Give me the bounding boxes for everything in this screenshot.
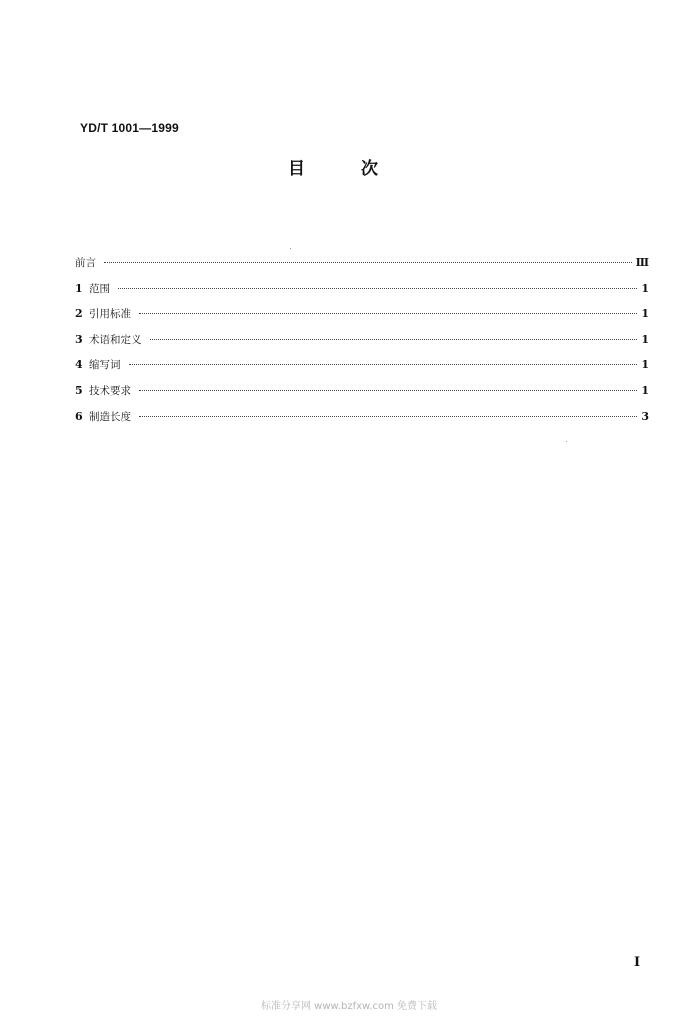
dot-leader [139, 313, 637, 314]
toc-entry-terms-definitions[interactable] [75, 332, 649, 358]
dot-leader [139, 416, 637, 417]
toc-entry-scope[interactable] [75, 281, 649, 307]
toc-entry-label: 缩写词 [89, 359, 121, 372]
scan-speck [566, 441, 567, 442]
toc-entry-label: 引用标准 [89, 308, 131, 321]
toc-entry-number: 1 [75, 281, 83, 295]
toc-entry-abbreviations[interactable] [75, 357, 649, 383]
toc-entry-page: 3 [641, 409, 649, 423]
dot-leader [104, 262, 632, 263]
toc-entry-manufacturing-length[interactable] [75, 409, 649, 435]
scan-speck [290, 248, 291, 249]
toc-entry-label: 术语和定义 [89, 333, 142, 346]
toc-entry-page: 1 [641, 307, 649, 321]
toc-entry-label: 技术要求 [89, 384, 131, 397]
toc-entry-number: 6 [75, 409, 83, 423]
toc-entry-number: 4 [75, 358, 83, 372]
toc-entry-page: 1 [641, 332, 649, 346]
toc-entry-label: 制造长度 [89, 410, 131, 423]
page-title: 目次 [288, 159, 434, 179]
dot-leader [150, 339, 638, 340]
toc-entry-page: 1 [641, 383, 649, 397]
toc-entry-number: 3 [75, 332, 83, 346]
toc-entry-page: 1 [641, 358, 649, 372]
toc-entry-number: 2 [75, 307, 83, 321]
watermark-text: 标准分享网 www.bzfxw.com 免费下载 [261, 1001, 437, 1012]
toc-entry-label: 前言 [75, 257, 96, 269]
toc-entry-page: Ⅲ [635, 256, 649, 269]
toc-entry-normative-references[interactable] [75, 306, 649, 332]
toc-entry-page: 1 [641, 281, 649, 295]
document-code: YD/T 1001—1999 [80, 121, 179, 135]
toc-entry-label: 范围 [89, 282, 110, 295]
page-number: I [634, 955, 641, 970]
dot-leader [118, 288, 637, 289]
toc-entry-technical-requirements[interactable] [75, 383, 649, 409]
dot-leader [129, 364, 638, 365]
table-of-contents [75, 255, 649, 434]
toc-entry-foreword[interactable] [75, 255, 649, 281]
dot-leader [139, 390, 637, 391]
toc-entry-number: 5 [75, 383, 83, 397]
